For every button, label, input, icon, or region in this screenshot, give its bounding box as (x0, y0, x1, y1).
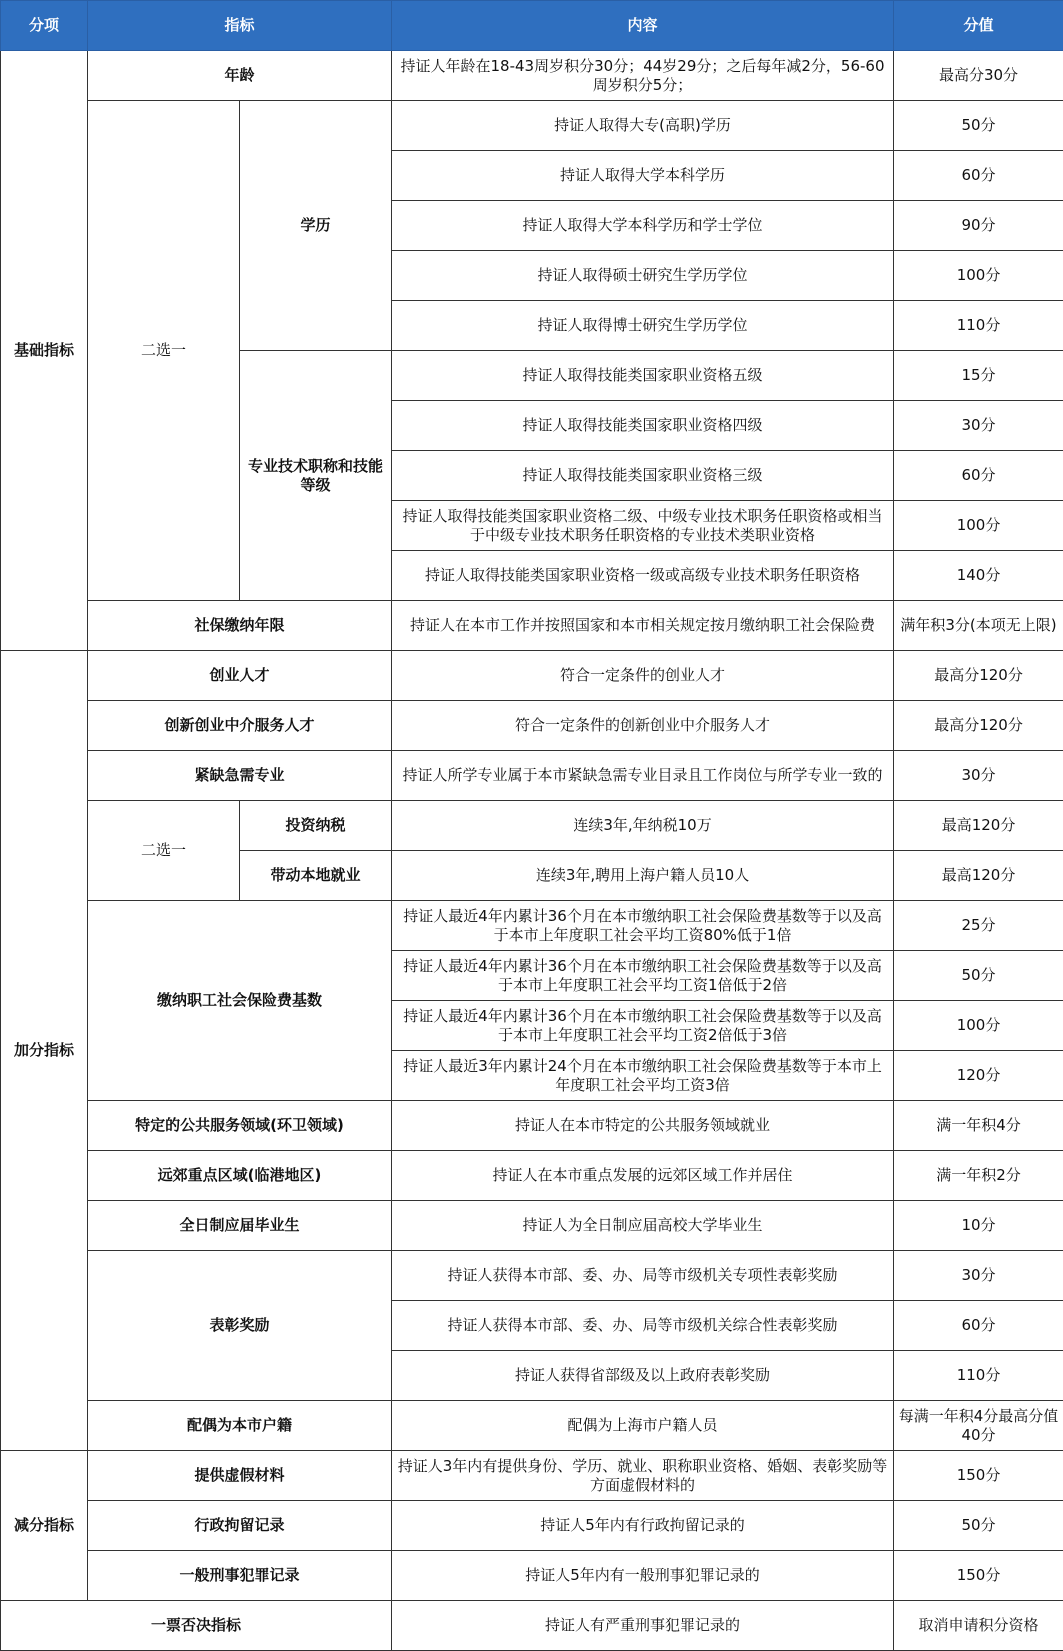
score-cell: 140分 (894, 551, 1063, 601)
score-cell: 满年积3分(本项无上限) (894, 601, 1063, 651)
content-cell: 持证人取得技能类国家职业资格四级 (392, 401, 894, 451)
indicator-suburb: 远郊重点区域(临港地区) (88, 1151, 392, 1201)
indicator-intermediary: 创新创业中介服务人才 (88, 701, 392, 751)
content-cell: 持证人获得本市部、委、办、局等市级机关综合性表彰奖励 (392, 1301, 894, 1351)
content-cell: 持证人5年内有行政拘留记录的 (392, 1501, 894, 1551)
content-cell: 持证人最近4年内累计36个月在本市缴纳职工社会保险费基数等于以及高于本市上年度职工社会平均工资1倍低于2倍 (392, 951, 894, 1001)
content-cell: 持证人为全日制应届高校大学毕业生 (392, 1201, 894, 1251)
score-cell: 50分 (894, 951, 1063, 1001)
content-cell: 持证人最近4年内累计36个月在本市缴纳职工社会保险费基数等于以及高于本市上年度职工社会平均工资2倍低于3倍 (392, 1001, 894, 1051)
content-cell: 持证人3年内有提供身份、学历、就业、职称职业资格、婚姻、表彰奖励等方面虚假材料的 (392, 1451, 894, 1501)
content-cell: 连续3年,聘用上海户籍人员10人 (392, 851, 894, 901)
indicator-social-security: 社保缴纳年限 (88, 601, 392, 651)
score-cell: 取消申请积分资格 (894, 1601, 1063, 1651)
table-row (1, 701, 1063, 751)
table-row (1, 1401, 1063, 1451)
score-cell: 30分 (894, 1251, 1063, 1301)
section-deduction: 减分指标 (1, 1451, 88, 1601)
content-cell: 持证人获得本市部、委、办、局等市级机关专项性表彰奖励 (392, 1251, 894, 1301)
score-cell: 150分 (894, 1551, 1063, 1601)
table-row (1, 651, 1063, 701)
score-cell: 满一年积4分 (894, 1101, 1063, 1151)
score-cell: 60分 (894, 1301, 1063, 1351)
content-cell: 持证人取得技能类国家职业资格二级、中级专业技术职务任职资格或相当于中级专业技术职务任职资格的专业技术类职业资格 (392, 501, 894, 551)
score-cell: 最高分120分 (894, 651, 1063, 701)
header-score: 分值 (894, 1, 1063, 51)
table-row (1, 1101, 1063, 1151)
score-cell: 满一年积2分 (894, 1151, 1063, 1201)
indicator-detention: 行政拘留记录 (88, 1501, 392, 1551)
table-row (1, 751, 1063, 801)
score-cell: 50分 (894, 101, 1063, 151)
score-cell: 最高120分 (894, 801, 1063, 851)
content-cell: 持证人获得省部级及以上政府表彰奖励 (392, 1351, 894, 1401)
indicator-graduate: 全日制应届毕业生 (88, 1201, 392, 1251)
content-cell: 持证人最近3年内累计24个月在本市缴纳职工社会保险费基数等于本市上年度职工社会平均工资3倍 (392, 1051, 894, 1101)
content-cell: 持证人取得技能类国家职业资格五级 (392, 351, 894, 401)
indicator-public-service: 特定的公共服务领域(环卫领域) (88, 1101, 392, 1151)
choose-one-label: 二选一 (88, 801, 240, 901)
score-cell: 25分 (894, 901, 1063, 951)
table-row (1, 1151, 1063, 1201)
table-row (1, 601, 1063, 651)
content-cell: 配偶为上海市户籍人员 (392, 1401, 894, 1451)
content-cell: 持证人取得大学本科学历 (392, 151, 894, 201)
score-cell: 110分 (894, 301, 1063, 351)
table-row (1, 1251, 1063, 1301)
score-cell: 90分 (894, 201, 1063, 251)
table-row (1, 51, 1063, 101)
content-cell: 连续3年,年纳税10万 (392, 801, 894, 851)
score-cell: 50分 (894, 1501, 1063, 1551)
table-row (1, 1201, 1063, 1251)
header-content: 内容 (392, 1, 894, 51)
content-cell: 持证人所学专业属于本市紧缺急需专业目录且工作岗位与所学专业一致的 (392, 751, 894, 801)
score-cell: 最高分120分 (894, 701, 1063, 751)
indicator-investment: 投资纳税 (240, 801, 392, 851)
table-row (1, 1451, 1063, 1501)
indicator-false-material: 提供虚假材料 (88, 1451, 392, 1501)
table-row (1, 901, 1063, 951)
content-cell: 符合一定条件的创新创业中介服务人才 (392, 701, 894, 751)
content-cell: 持证人取得大学本科学历和学士学位 (392, 201, 894, 251)
content-cell: 持证人在本市工作并按照国家和本市相关规定按月缴纳职工社会保险费 (392, 601, 894, 651)
section-bonus: 加分指标 (1, 651, 88, 1451)
score-cell: 30分 (894, 401, 1063, 451)
content-cell: 持证人有严重刑事犯罪记录的 (392, 1601, 894, 1651)
indicator-age: 年龄 (88, 51, 392, 101)
score-cell: 30分 (894, 751, 1063, 801)
score-cell: 每满一年积4分最高分值40分 (894, 1401, 1063, 1451)
indicator-entrepreneur: 创业人才 (88, 651, 392, 701)
content-cell: 持证人取得技能类国家职业资格三级 (392, 451, 894, 501)
content-cell: 持证人取得大专(高职)学历 (392, 101, 894, 151)
content-cell: 持证人最近4年内累计36个月在本市缴纳职工社会保险费基数等于以及高于本市上年度职工社会平均工资80%低于1倍 (392, 901, 894, 951)
indicator-criminal: 一般刑事犯罪记录 (88, 1551, 392, 1601)
score-cell: 60分 (894, 451, 1063, 501)
score-cell: 100分 (894, 1001, 1063, 1051)
indicator-skills: 专业技术职称和技能等级 (240, 351, 392, 601)
choose-one-label: 二选一 (88, 101, 240, 601)
table-row (1, 101, 1063, 151)
score-cell: 100分 (894, 501, 1063, 551)
score-cell: 150分 (894, 1451, 1063, 1501)
indicator-shortage: 紧缺急需专业 (88, 751, 392, 801)
score-cell: 60分 (894, 151, 1063, 201)
content-cell: 持证人取得硕士研究生学历学位 (392, 251, 894, 301)
header-row (1, 1, 1063, 51)
score-cell: 最高分30分 (894, 51, 1063, 101)
indicator-employment: 带动本地就业 (240, 851, 392, 901)
score-cell: 100分 (894, 251, 1063, 301)
indicator-awards: 表彰奖励 (88, 1251, 392, 1401)
table-row (1, 1551, 1063, 1601)
score-cell: 10分 (894, 1201, 1063, 1251)
indicator-veto: 一票否决指标 (1, 1601, 392, 1651)
content-cell: 持证人5年内有一般刑事犯罪记录的 (392, 1551, 894, 1601)
content-cell: 持证人在本市重点发展的远郊区域工作并居住 (392, 1151, 894, 1201)
header-category: 分项 (1, 1, 88, 51)
score-cell: 110分 (894, 1351, 1063, 1401)
content-cell: 持证人年龄在18-43周岁积分30分；44岁29分；之后每年减2分，56-60周岁积分5分； (392, 51, 894, 101)
score-cell: 120分 (894, 1051, 1063, 1101)
indicator-spouse: 配偶为本市户籍 (88, 1401, 392, 1451)
header-indicator: 指标 (88, 1, 392, 51)
indicator-insurance-base: 缴纳职工社会保险费基数 (88, 901, 392, 1101)
table-row (1, 1601, 1063, 1651)
section-basic: 基础指标 (1, 51, 88, 651)
table-row (1, 1501, 1063, 1551)
content-cell: 符合一定条件的创业人才 (392, 651, 894, 701)
content-cell: 持证人取得博士研究生学历学位 (392, 301, 894, 351)
table-row (1, 801, 1063, 851)
score-cell: 15分 (894, 351, 1063, 401)
content-cell: 持证人取得技能类国家职业资格一级或高级专业技术职务任职资格 (392, 551, 894, 601)
indicator-education: 学历 (240, 101, 392, 351)
content-cell: 持证人在本市特定的公共服务领域就业 (392, 1101, 894, 1151)
score-cell: 最高120分 (894, 851, 1063, 901)
